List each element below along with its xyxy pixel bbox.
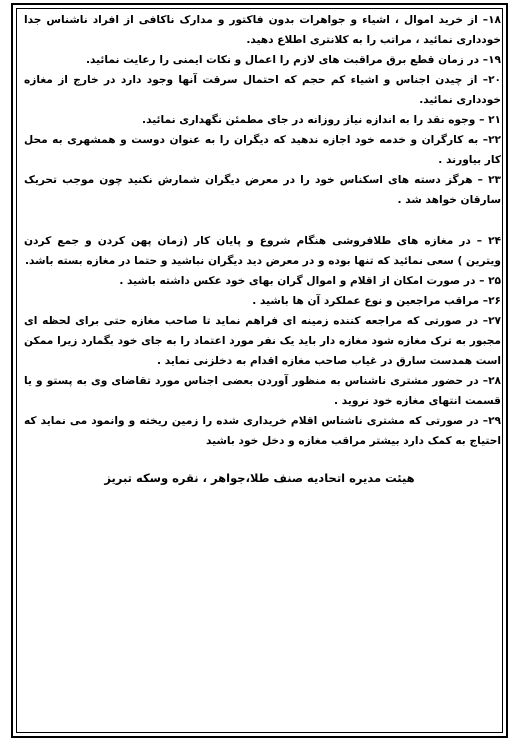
list-item: ۲۶– مراقب مراجعین و نوع عملکرد آن ها باشید . xyxy=(252,295,501,307)
signature-line: هیئت مدیره اتحادیه صنف طلا،جواهر ، نقره وسکه تبریز xyxy=(104,471,415,485)
list-item: ۲۵ – در صورت امکان از اقلام و اموال گران بهای خود عکس داشته باشید . xyxy=(119,275,501,287)
list-item: ۲۷– در صورتی که مراجعه کننده زمینه ای فراهم نماید تا صاحب مغازه حتی برای لحظه ای مجبور به ترک مغازه شود مغازه دار باید یک نفر مورد اعتماد را به جای خود بگمارد زیرا ممکن است همدست سارق در غیاب صاحب مغازه اقدام به دخلزنی نماید . xyxy=(24,315,501,367)
list-item: ۲۹– در صورتی که مشتری ناشناس اقلام خریداری شده را زمین ریخته و وانمود می نماید که احتیاج به کمک دارد بیشتر مراقب مغازه و دخل خود باشید xyxy=(24,415,501,447)
list-item: ۲۰– از چیدن اجناس و اشیاء کم حجم که احتمال سرقت آنها وجود دارد در خارج از مغازه خودداری نمائید. xyxy=(24,74,501,106)
list-item: ۱۸– از خرید اموال ، اشیاء و جواهرات بدون فاکتور و مدارک ناکافی از افراد ناشناس جدا خودداری نمائید ، مراتب را به کلانتری اطلاع دهید. xyxy=(24,14,501,46)
list-item: ۲۲– به کارگران و خدمه خود اجازه ندهید که دیگران را به عنوان دوست و همشهری به محل کار بیاورند . xyxy=(24,134,501,166)
section-gap xyxy=(24,210,501,231)
list-item: ۱۹– در زمان قطع برق مراقبت های لازم را اعمال و نکات ایمنی را رعایت نمائید. xyxy=(85,54,501,66)
list-item: ۲۱ – وجوه نقد را به اندازه نیاز روزانه در جای مطمئن نگهداری نمائید. xyxy=(142,114,501,126)
list-item: ۲۴ – در مغازه های طلافروشی هنگام شروع و پایان کار (زمان پهن کردن و جمع کردن ویترین ) سعی نمائید که تنها بوده و در معرض دید دیگران نباشید و حتما در مغازه بسته باشد. xyxy=(24,235,501,267)
rules-list xyxy=(24,10,501,451)
list-item: ۲۳ – هرگز دسته های اسکناس خود را در معرض دیگران شمارش نکنید چون موجب تحریک سارقان خواهد شد . xyxy=(24,174,501,206)
list-item: ۲۸– در حضور مشتری ناشناس به منظور آوردن بعضی اجناس مورد تقاضای وی به پستو و یا قسمت انتهای مغازه خود نروید . xyxy=(24,375,501,407)
